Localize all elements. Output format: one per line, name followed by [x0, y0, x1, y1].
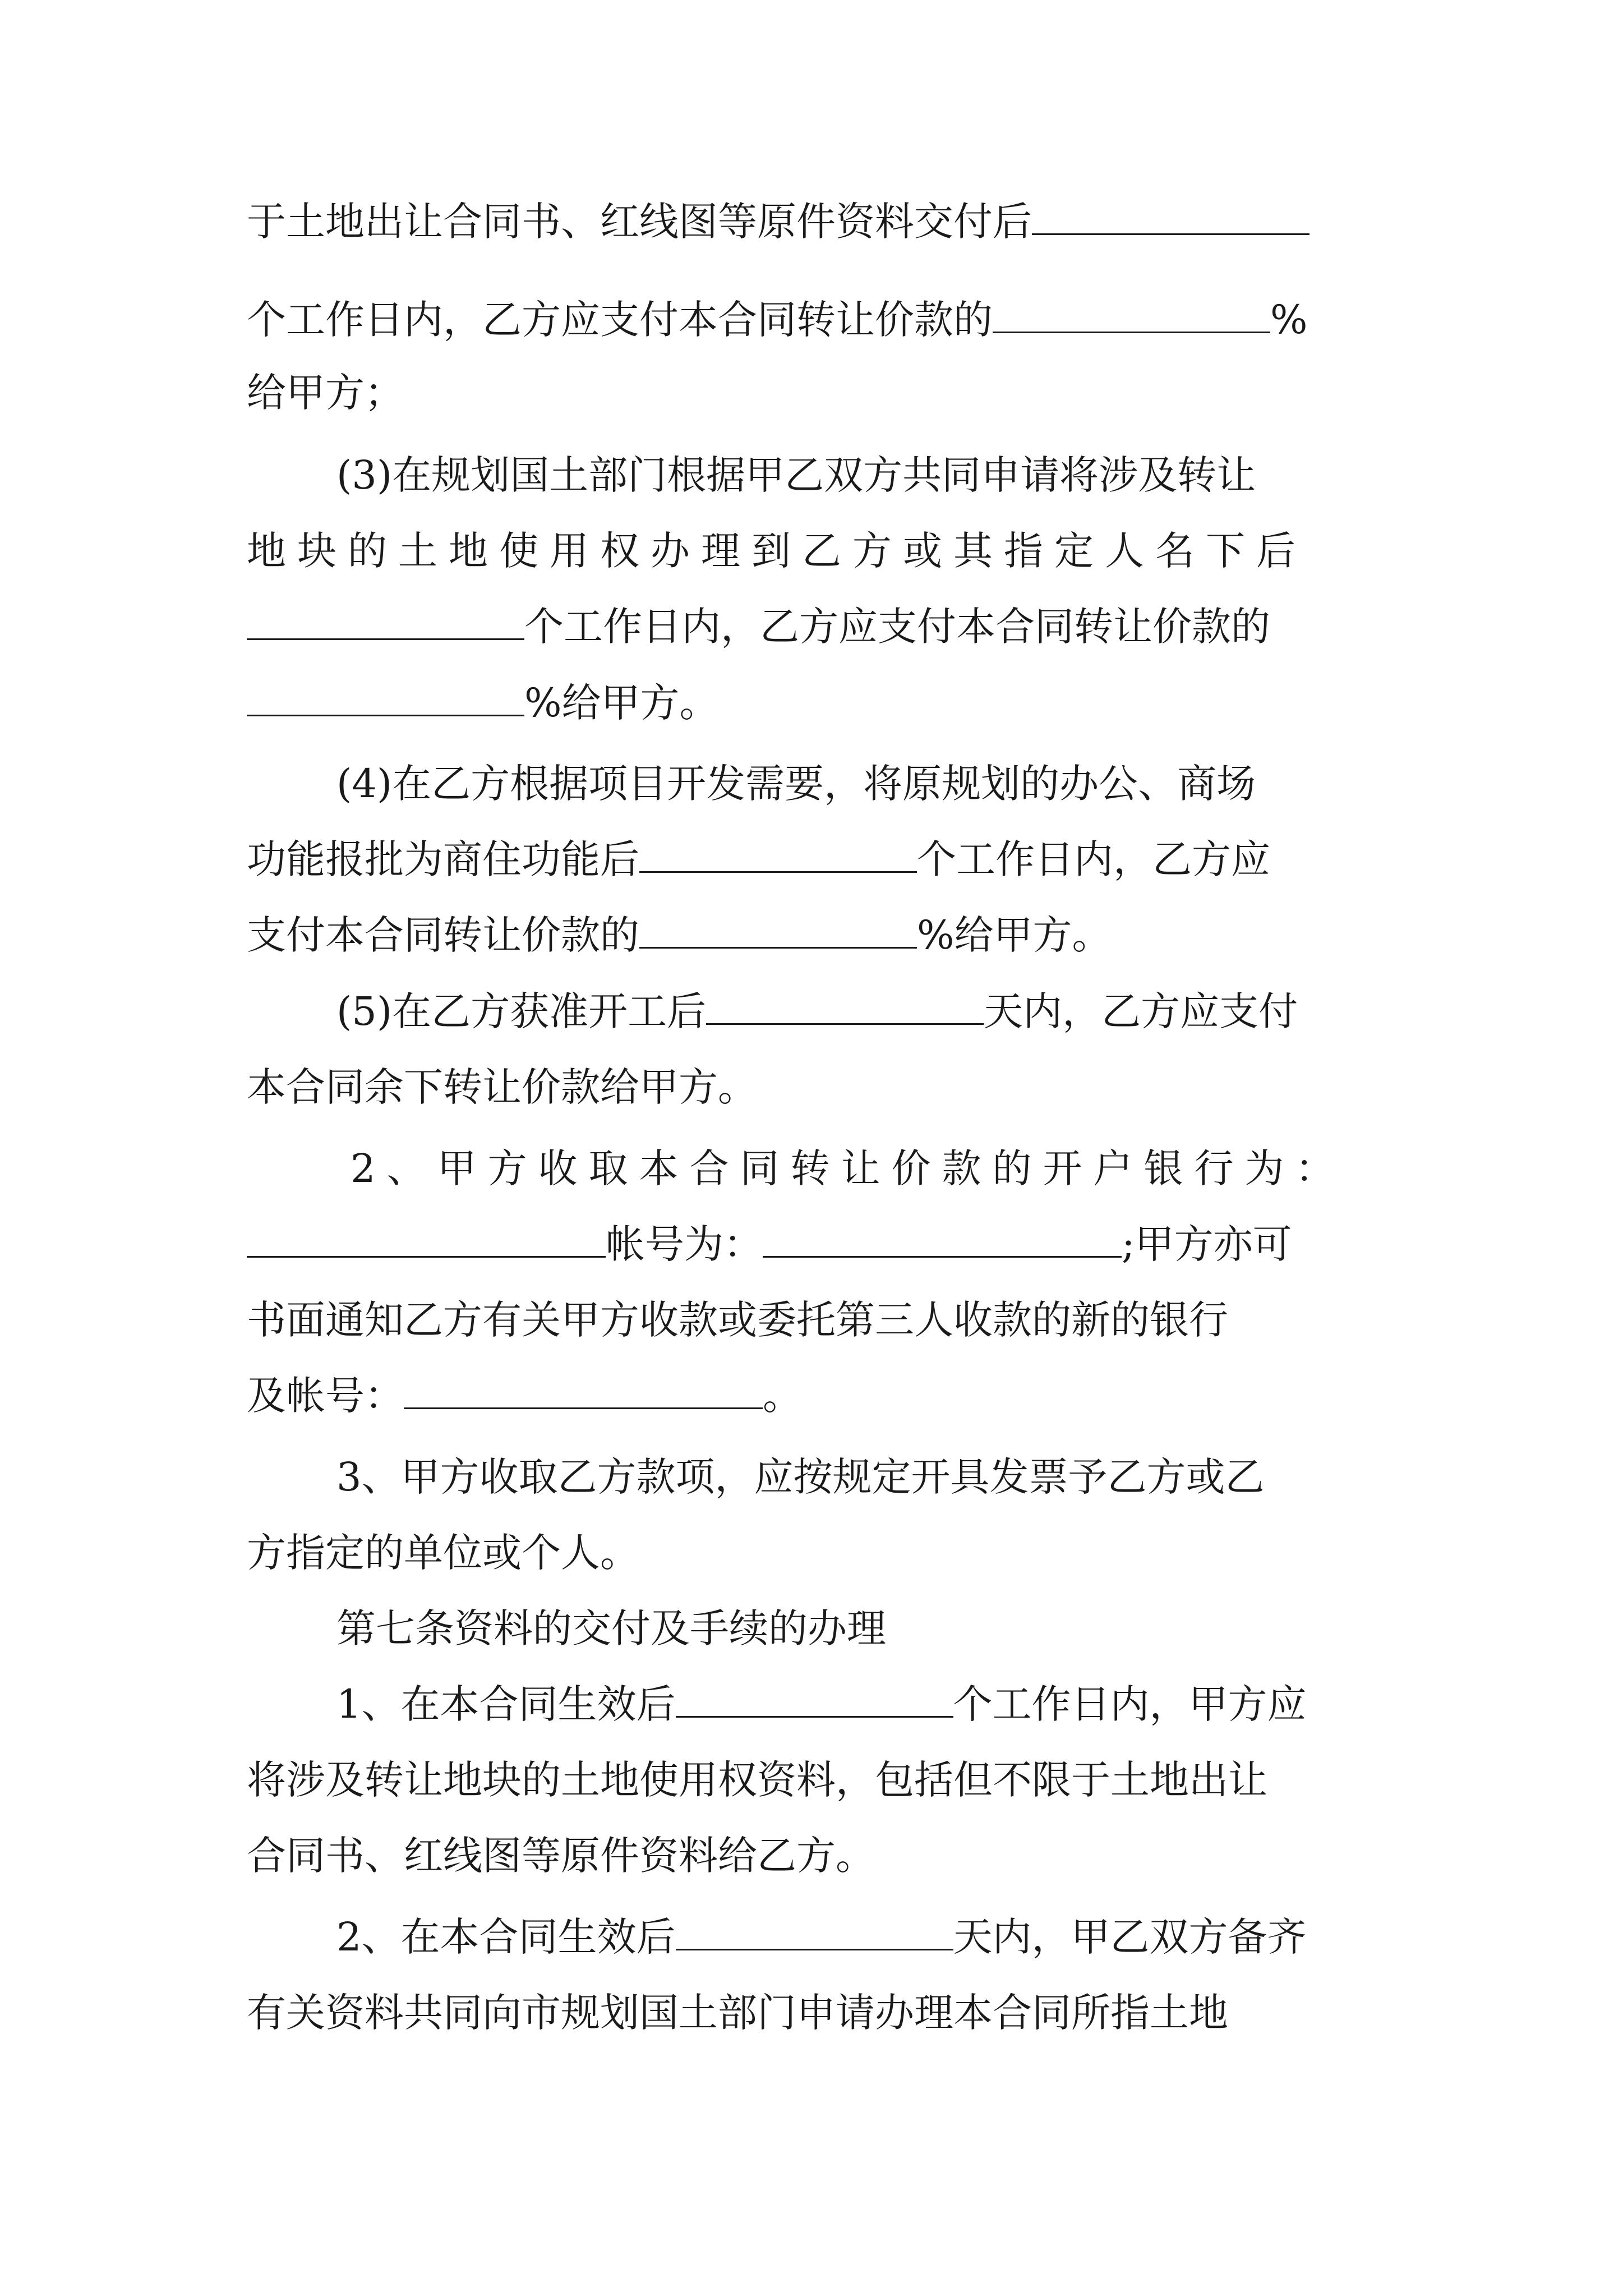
- line-text: %: [1270, 297, 1308, 343]
- line-text: 。: [763, 1373, 802, 1419]
- line-text: 方指定的单位或个人。: [247, 1530, 639, 1576]
- text-line: [336, 1449, 1265, 1505]
- text-line: [336, 1909, 1307, 1965]
- text-line: [336, 447, 1256, 503]
- fill-blank: [993, 297, 1270, 333]
- fill-blank: [639, 836, 917, 873]
- line-text: 天内，乙方应支付: [984, 988, 1298, 1034]
- fill-blank: [676, 1914, 953, 1950]
- text-line: [336, 756, 1256, 812]
- line-text: 书面通知乙方有关甲方收款或委托第三人收款的新的银行: [247, 1297, 1228, 1343]
- line-text: 及帐号：: [247, 1373, 404, 1419]
- fill-blank: [1032, 199, 1310, 235]
- line-text: 3、甲方收取乙方款项，应按规定开具发票予乙方或乙: [336, 1454, 1265, 1500]
- line-text: 2、在本合同生效后: [336, 1914, 676, 1960]
- text-line: [247, 831, 1270, 887]
- text-line: [247, 1752, 1267, 1808]
- text-line: [247, 1985, 1228, 2041]
- line-text: 支付本合同转让价款的: [247, 912, 639, 958]
- line-text: 给甲方；: [247, 370, 404, 416]
- fill-blank: [706, 988, 984, 1025]
- line-text: 个工作日内，乙方应: [917, 836, 1270, 882]
- fill-blank: [247, 1221, 606, 1258]
- line-text: %给甲方。: [917, 912, 1112, 958]
- text-line: [247, 292, 1308, 348]
- text-line: [351, 1140, 1346, 1197]
- line-text: 2、甲方收取本合同转让价款的开户银行为：: [351, 1145, 1346, 1191]
- line-text: ;甲方亦可: [1122, 1221, 1292, 1267]
- line-text: 功能报批为商住功能后: [247, 836, 639, 882]
- line-text: 个工作日内，乙方应支付本合同转让价款的: [247, 297, 993, 343]
- text-line: [247, 1525, 639, 1581]
- text-line: [247, 1368, 802, 1424]
- line-text: 第七条资料的交付及手续的办理: [336, 1605, 886, 1651]
- section-heading: [336, 1600, 886, 1657]
- text-line: [247, 1059, 757, 1115]
- line-text: (4)在乙方根据项目开发需要，将原规划的办公、商场: [336, 761, 1256, 807]
- line-text: %给甲方。: [524, 680, 719, 726]
- fill-blank: [763, 1221, 1122, 1258]
- text-line: [247, 194, 1310, 250]
- text-line: [247, 1216, 1292, 1272]
- line-text: 帐号为：: [606, 1221, 763, 1267]
- line-text: 将涉及转让地块的土地使用权资料，包括但不限于土地出让: [247, 1757, 1267, 1803]
- line-text: (5)在乙方获准开工后: [336, 988, 707, 1034]
- text-line: [247, 365, 404, 421]
- line-text: 有关资料共同向市规划国土部门申请办理本合同所指土地: [247, 1990, 1228, 2036]
- line-text: 于土地出让合同书、红线图等原件资料交付后: [247, 199, 1032, 245]
- line-text: 本合同余下转让价款给甲方。: [247, 1064, 757, 1110]
- text-line: [247, 675, 719, 731]
- line-text: 地块的土地使用权办理到乙方或其指定人名下后: [247, 528, 1307, 574]
- fill-blank: [247, 604, 524, 640]
- line-text: 合同书、红线图等原件资料给乙方。: [247, 1833, 875, 1879]
- text-line: [336, 1676, 1307, 1732]
- line-text: (3)在规划国土部门根据甲乙双方共同申请将涉及转让: [336, 452, 1256, 498]
- fill-blank: [639, 912, 917, 949]
- fill-blank: [676, 1681, 953, 1718]
- line-text: 个工作日内，甲方应: [953, 1681, 1307, 1727]
- line-text: 天内，甲乙双方备齐: [953, 1914, 1307, 1960]
- text-line: [247, 907, 1112, 963]
- fill-blank: [247, 680, 524, 716]
- line-text: 个工作日内，乙方应支付本合同转让价款的: [524, 604, 1270, 650]
- text-line: [247, 1292, 1228, 1348]
- fill-blank: [404, 1373, 763, 1409]
- text-line: [247, 523, 1307, 579]
- text-line: [336, 983, 1298, 1039]
- line-text: 1、在本合同生效后: [336, 1681, 676, 1727]
- text-line: [247, 599, 1270, 655]
- text-line: [247, 1828, 875, 1884]
